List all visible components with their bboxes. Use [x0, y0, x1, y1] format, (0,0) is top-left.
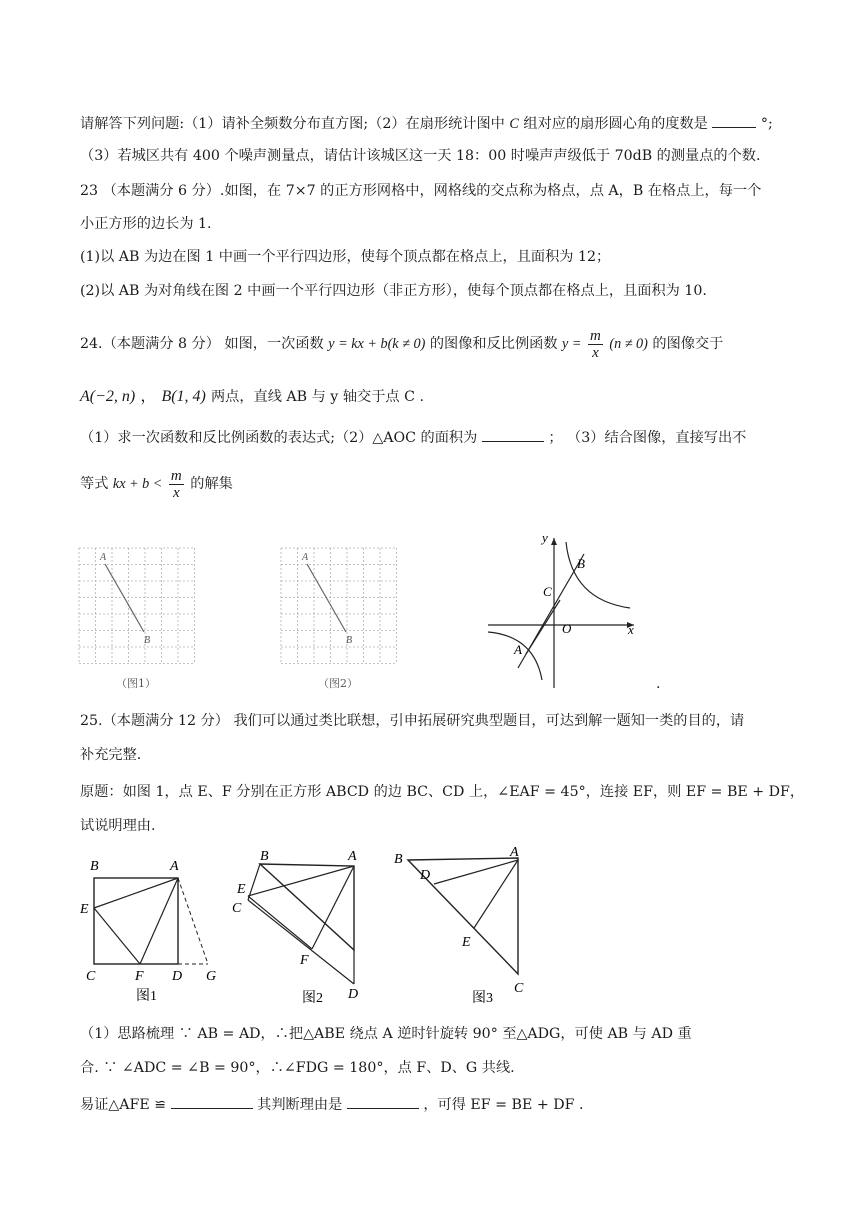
geometry-figure-2 — [230, 846, 380, 1006]
fig1-label-e: E — [80, 902, 89, 917]
graph-label-a: A — [514, 642, 522, 657]
q24-fraction-2 — [169, 468, 184, 501]
line-ao — [526, 600, 560, 654]
q22-c-group: C — [509, 116, 519, 132]
fig2-label-c: C — [232, 901, 242, 916]
grid-label-a: A — [302, 552, 309, 563]
q24-mid: 的图像和反比例函数 — [429, 336, 558, 352]
q24-y-eq: y = — [562, 336, 582, 352]
fig3-caption: 图3 — [472, 991, 493, 1006]
fig1-label-c: C — [86, 969, 96, 984]
q24-tail: 的图像交于 — [652, 336, 724, 352]
q24-q1-end: ； （3）结合图像，直接写出不 — [548, 430, 747, 446]
fraction-numerator: m — [589, 327, 601, 344]
q24-line4 — [80, 466, 233, 502]
q25-line2: 补充完整. — [80, 747, 142, 763]
graph-label-x: x — [628, 622, 634, 637]
answer-blank[interactable] — [712, 113, 756, 128]
fig1-label-d: D — [172, 969, 183, 984]
q24-q3-head: 等式 — [80, 476, 109, 492]
q22-line1 — [80, 113, 773, 134]
q25-s2: 合. ∵ ∠ADC = ∠B = 90°，∴∠FDG = 180°，点 F、D、G 共线. — [80, 1060, 515, 1076]
graph-label-b: B — [577, 556, 585, 571]
q23-line2: 小正方形的边长为 1. — [80, 216, 212, 232]
q24-head: 24.（本题满分 8 分） 如图，一次函数 — [80, 336, 324, 352]
q24-inequality: kx + b < — [112, 476, 163, 492]
answer-blank[interactable] — [347, 1094, 419, 1109]
q22-line2: （3）若城区共有 400 个噪声测量点，请估计该城区这一天 18：00 时噪声声级低于 70dB 的测量点的个数. — [80, 148, 761, 164]
q23-part2: (2)以 AB 为对角线在图 2 中画一个平行四边形（非正方形），使每个顶点都在格点上，且面积为 10. — [80, 283, 707, 299]
q25-s3-head: 易证△AFE ≌ — [80, 1097, 167, 1113]
function-graph — [482, 530, 652, 692]
q24-condition: (n ≠ 0) — [609, 336, 648, 352]
grid-label-b: B — [346, 635, 353, 646]
q25-s3 — [80, 1094, 583, 1115]
q24-fraction — [588, 328, 603, 361]
fig3-label-b: B — [394, 852, 403, 867]
fig1-label-f: F — [135, 969, 144, 984]
graph-label-y: y — [542, 530, 548, 545]
fraction-numerator: m — [170, 467, 182, 484]
fig1-label-b: B — [90, 859, 99, 874]
answer-blank[interactable] — [171, 1094, 253, 1109]
q25-line3: 原题：如图 1，点 E、F 分别在正方形 ABCD 的边 BC、CD 上，∠EAF = 45°，连接 EF，则 EF = BE + DF， — [80, 784, 805, 800]
fig2-caption: 图2 — [302, 991, 323, 1006]
q23-line1: 23 （本题满分 6 分）.如图，在 7×7 的正方形网格中，网格线的交点称为格点，点 A，B 在格点上，每一个 — [80, 183, 762, 199]
grid-figure-2-caption: （图2） — [318, 677, 358, 690]
fig3-label-e: E — [462, 935, 471, 950]
q24-comma: ， — [140, 386, 157, 405]
q25-line1: 25.（本题满分 12 分） 我们可以通过类比联想，引申拓展研究典型题目，可达到解一题知一类的目的，请 — [80, 713, 745, 729]
segment-ab — [307, 564, 346, 632]
q25-s1: （1）思路梳理 ∵ AB = AD，∴把△ABE 绕点 A 逆时针旋转 90° 至△ADG，可使 AB 与 AD 重 — [80, 1026, 692, 1042]
fig2-label-b: B — [260, 849, 269, 864]
fig2-label-a: A — [348, 849, 357, 864]
fraction-denominator: x — [592, 344, 599, 361]
q22-tail: 组对应的扇形圆心角的度数是 — [523, 116, 708, 132]
answer-blank[interactable] — [482, 427, 544, 442]
q24-line2 — [80, 386, 424, 407]
graph-label-o: O — [562, 621, 572, 636]
geometry-figure-3 — [390, 846, 540, 1006]
q24-q1: （1）求一次函数和反比例函数的表达式;（2）△AOC 的面积为 — [80, 430, 478, 446]
q22-blank-end: °; — [760, 116, 773, 132]
graph-label-c: C — [543, 584, 552, 599]
q24-linear-function: y = kx + b(k ≠ 0) — [328, 336, 426, 352]
q24-point-a: A(−2, n) — [80, 388, 136, 405]
q23-part1: (1)以 AB 为边在图 1 中画一个平行四边形，使每个顶点都在格点上，且面积为 12； — [80, 249, 611, 265]
q24-line1 — [80, 326, 723, 362]
grid-figure-2 — [280, 547, 400, 667]
fig3-label-d: D — [420, 868, 431, 883]
grid-figure-1 — [78, 547, 198, 667]
segment-ab — [105, 564, 144, 632]
q24-q3-tail: 的解集 — [190, 476, 233, 492]
y-axis-arrow-icon — [551, 538, 557, 545]
graph-period: . — [656, 676, 661, 692]
fig1-caption: 图1 — [136, 989, 157, 1002]
grid-label-b: B — [144, 635, 151, 646]
geometry-figure-1 — [80, 852, 230, 1002]
q22-text: 请解答下列问题:（1）请补全频数分布直方图;（2）在扇形统计图中 — [80, 116, 505, 132]
q25-line4: 试说明理由. — [80, 818, 156, 834]
fig1-label-g: G — [206, 969, 217, 984]
fig2-label-f: F — [300, 953, 309, 968]
square-abcd — [94, 878, 178, 964]
fig3-label-c: C — [514, 981, 524, 996]
fraction-denominator: x — [172, 484, 180, 501]
hyperbola-branch-1 — [566, 542, 630, 608]
q24-line3 — [80, 427, 746, 448]
fig2-label-e: E — [237, 882, 246, 897]
q24-line2-tail: 两点，直线 AB 与 y 轴交于点 C . — [210, 389, 424, 405]
q25-s3-mid: 其判断理由是 — [257, 1097, 343, 1113]
q24-point-b: B(1, 4) — [161, 388, 206, 405]
grid-figure-1-caption: （图1） — [116, 677, 156, 690]
fig3-label-a: A — [510, 846, 519, 860]
grid-label-a: A — [100, 552, 107, 563]
q25-s3-tail: ，可得 EF = BE + DF . — [423, 1097, 584, 1113]
fig1-label-a: A — [170, 859, 179, 874]
fig2-label-d: D — [348, 987, 359, 1002]
